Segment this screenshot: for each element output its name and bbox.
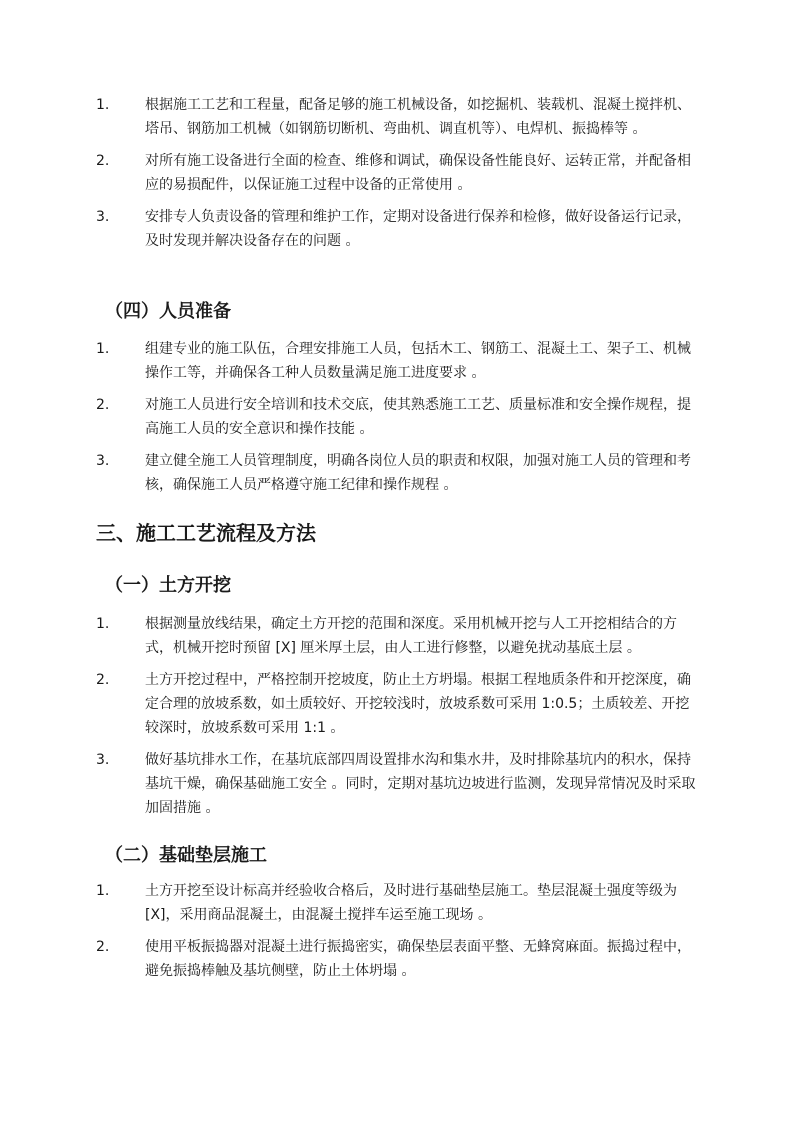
- item-text: 根据测量放线结果，确定土方开挖的范围和深度。采用机械开挖与人工开挖相结合的方式，机械开挖时预留 [X] 厘米厚土层，由人工进行修整，以避免扰动基底土层 。: [145, 616, 677, 656]
- item-text: 做好基坑排水工作，在基坑底部四周设置排水沟和集水井，及时排除基坑内的积水，保持基坑干燥，确保基础施工安全 。同时，定期对基坑边坡进行监测，发现异常情况及时采取加固措施 。: [145, 752, 696, 816]
- item-number: 2.: [96, 397, 110, 413]
- item-text: 土方开挖至设计标高并经验收合格后，及时进行基础垫层施工。垫层混凝土强度等级为 [X]，采用商品混凝土，由混凝土搅拌车运至施工现场 。: [145, 883, 677, 923]
- item-text: 安排专人负责设备的管理和维护工作，定期对设备进行保养和检修，做好设备运行记录，及时发现并解决设备存在的问题 。: [145, 209, 691, 249]
- section-heading-earthwork: （一）土方开挖: [105, 575, 231, 596]
- item-number: 2.: [96, 939, 110, 955]
- item-number: 2.: [96, 672, 110, 688]
- item-text: 建立健全施工人员管理制度，明确各岗位人员的职责和权限，加强对施工人员的管理和考核，确保施工人员严格遵守施工纪律和操作规程 。: [145, 453, 691, 493]
- item-number: 1.: [96, 883, 110, 899]
- list-item: [0, 879, 794, 927]
- list-item: [0, 205, 794, 253]
- section-heading-cushion: （二）基础垫层施工: [105, 845, 267, 866]
- item-text: 土方开挖过程中，严格控制开挖坡度，防止土方坍塌。根据工程地质条件和开挖深度，确定合理的放坡系数，如土质较好、开挖较浅时，放坡系数可采用 1:0.5；土质较差、开挖较深时，放坡系数可采用 1:1 。: [145, 672, 691, 736]
- item-text: 对施工人员进行安全培训和技术交底，使其熟悉施工工艺、质量标准和安全操作规程，提高施工人员的安全意识和操作技能 。: [145, 397, 691, 437]
- item-number: 1.: [96, 616, 110, 632]
- list-item: [0, 748, 794, 820]
- item-text: 组建专业的施工队伍，合理安排施工人员，包括木工、钢筋工、混凝土工、架子工、机械操作工等，并确保各工种人员数量满足施工进度要求 。: [145, 341, 691, 381]
- item-number: 3.: [96, 453, 110, 469]
- item-text: 使用平板振捣器对混凝土进行振捣密实，确保垫层表面平整、无蜂窝麻面。振捣过程中，避免振捣棒触及基坑侧壁，防止土体坍塌 。: [145, 939, 691, 979]
- list-item: [0, 337, 794, 385]
- item-number: 3.: [96, 752, 110, 768]
- list-item: [0, 449, 794, 497]
- item-text: 根据施工工艺和工程量，配备足够的施工机械设备，如挖掘机、装载机、混凝土搅拌机、塔吊、钢筋加工机械（如钢筋切断机、弯曲机、调直机等）、电焊机、振捣棒等 。: [145, 97, 691, 137]
- earthwork-list: [0, 612, 794, 820]
- list-item: [0, 612, 794, 660]
- list-item: [0, 668, 794, 740]
- item-number: 1.: [96, 341, 110, 357]
- list-item: [0, 149, 794, 197]
- item-number: 2.: [96, 153, 110, 169]
- cushion-list: [0, 879, 794, 983]
- item-number: 3.: [96, 209, 110, 225]
- section-heading-personnel: （四）人员准备: [105, 301, 231, 322]
- list-item: [0, 93, 794, 141]
- equipment-list: [0, 93, 794, 253]
- personnel-list: [0, 337, 794, 497]
- item-number: 1.: [96, 97, 110, 113]
- item-text: 对所有施工设备进行全面的检查、维修和调试，确保设备性能良好、运转正常，并配备相应的易损配件，以保证施工过程中设备的正常使用 。: [145, 153, 691, 193]
- list-item: [0, 393, 794, 441]
- chapter-heading-process: 三、施工工艺流程及方法: [96, 521, 316, 545]
- list-item: [0, 935, 794, 983]
